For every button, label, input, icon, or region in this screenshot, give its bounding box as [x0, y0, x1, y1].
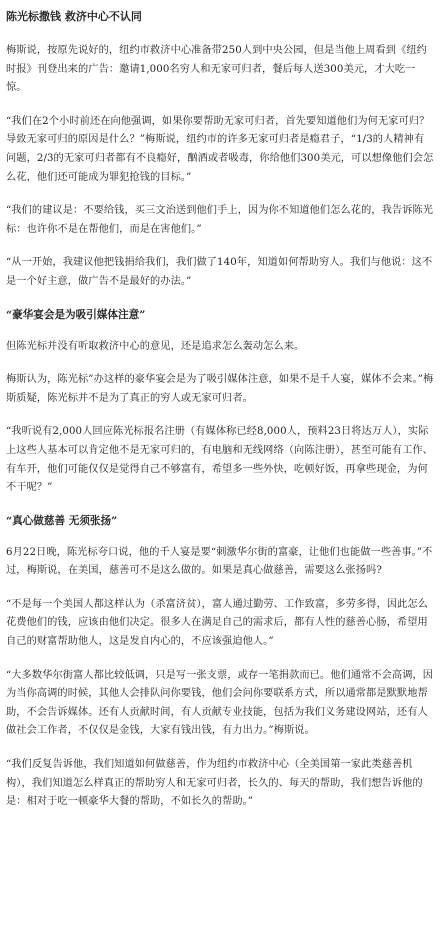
paragraph-10: “大多数华尔街富人都比较低调，只是写一张支票，或存一笔捐款而已。他们通常不会高调，因为当你高调的时候，其他人会排队问你要钱，他们会问你要联系方式，所以通常都是默默地帮助，不会告诉媒体。还有人贡献时间，有人贡献专业技能，包括为我们义务建设网站，还有人做社会工作者，不仅仅是金钱，大家有钱出钱，有力出力。”梅斯说。 — [6, 669, 434, 737]
paragraph-6: 梅斯认为，陈光标”办这样的豪华宴会是为了吸引媒体注意，如果不是千人宴，媒体不会来。”梅斯质疑，陈光标并不是为了真正的穷人或无家可归者。 — [6, 374, 434, 404]
paragraph-4: “从一开始，我建议他把钱捐给我们，我们做了140年，知道如何帮助穷人。我们与他说：这不是一个好主意，做广告不是最好的办法。” — [6, 257, 433, 287]
paragraph-11: “我们反复告诉他，我们知道如何做慈善，作为纽约市救济中心（全美国第一家此类慈善机构），我们知道怎么样真正的帮助穷人和无家可归者，长久的、每天的帮助，我们想告诉他的是：相对于吃一顿豪华大餐的帮助，不如长久的帮助。” — [6, 759, 423, 808]
paragraph-2: “我们在2个小时前还在向他强调，如果你要帮助无家可归者，首先要知道他们为何无家可归？导致无家可归的原因是什么？”梅斯说，纽约市的许多无家可归者是瘾君子，“1/3的人精神有问题，2/3的无家可归者都有不良瘾好，酗酒或者吸毒，你给他们300美元，可以想像他们会怎么花，他们还可能成为罪犯抢钱的目标。” — [6, 115, 434, 183]
paragraph-3: “我们的建议是：不要给钱，买三文治送到他们手上，因为你不知道他们怎么花的，我告诉陈光标：也许你不是在帮他们，而是在害他们。” — [6, 205, 434, 235]
section-heading-charity: “真心做慈善 无须张扬” — [6, 514, 118, 527]
section-heading-media: “豪华宴会是为吸引媒体注意” — [6, 308, 146, 321]
paragraph-9: “不是每一个美国人都这样认为（杀富济贫），富人通过勤劳、工作致富，多劳多得，因此怎么花费他们的钱，应该由他们决定。很多人在满足自己的需求后，都有人性的慈善心肠，希望用自己的财富帮助他人，这是发自内心的，不应该强迫他人。” — [6, 598, 428, 648]
paragraph-5: 但陈光标并没有听取救济中心的意见，还是追求怎么轰动怎么来。 — [6, 340, 305, 352]
paragraph-1: 梅斯说，按原先说好的，纽约市救济中心准备带250人到中央公园，但是当他上周看到《纽约时报》刊登出来的广告：邀请1,000名穷人和无家可归者，餐后每人送300美元，才大吃一惊。 — [6, 45, 427, 94]
paragraph-8: 6月22日晚，陈光标夸口说，他的千人宴是要“刺激华尔街的富豪，让他们也能做一些善事。”不过，梅斯说，在美国，慈善可不是这么做的。如果是真心做慈善，需要这么张扬吗? — [6, 546, 433, 577]
article-title: 陈光标撒钱 救济中心不认同 — [6, 10, 142, 23]
paragraph-7: “我听说有2,000人回应陈光标报名注册（有媒体称已经8,000人，预料23日将达万人），实际上这些人基本可以肯定他不是无家可归的，有电脑和无线网络（向陈注册），甚至可能有工作、有车开，他们可能仅仅是觉得自己不够富有，希望多一些外快，吃顿好饭，再拿些现金，为何不干呢？” — [6, 426, 433, 494]
